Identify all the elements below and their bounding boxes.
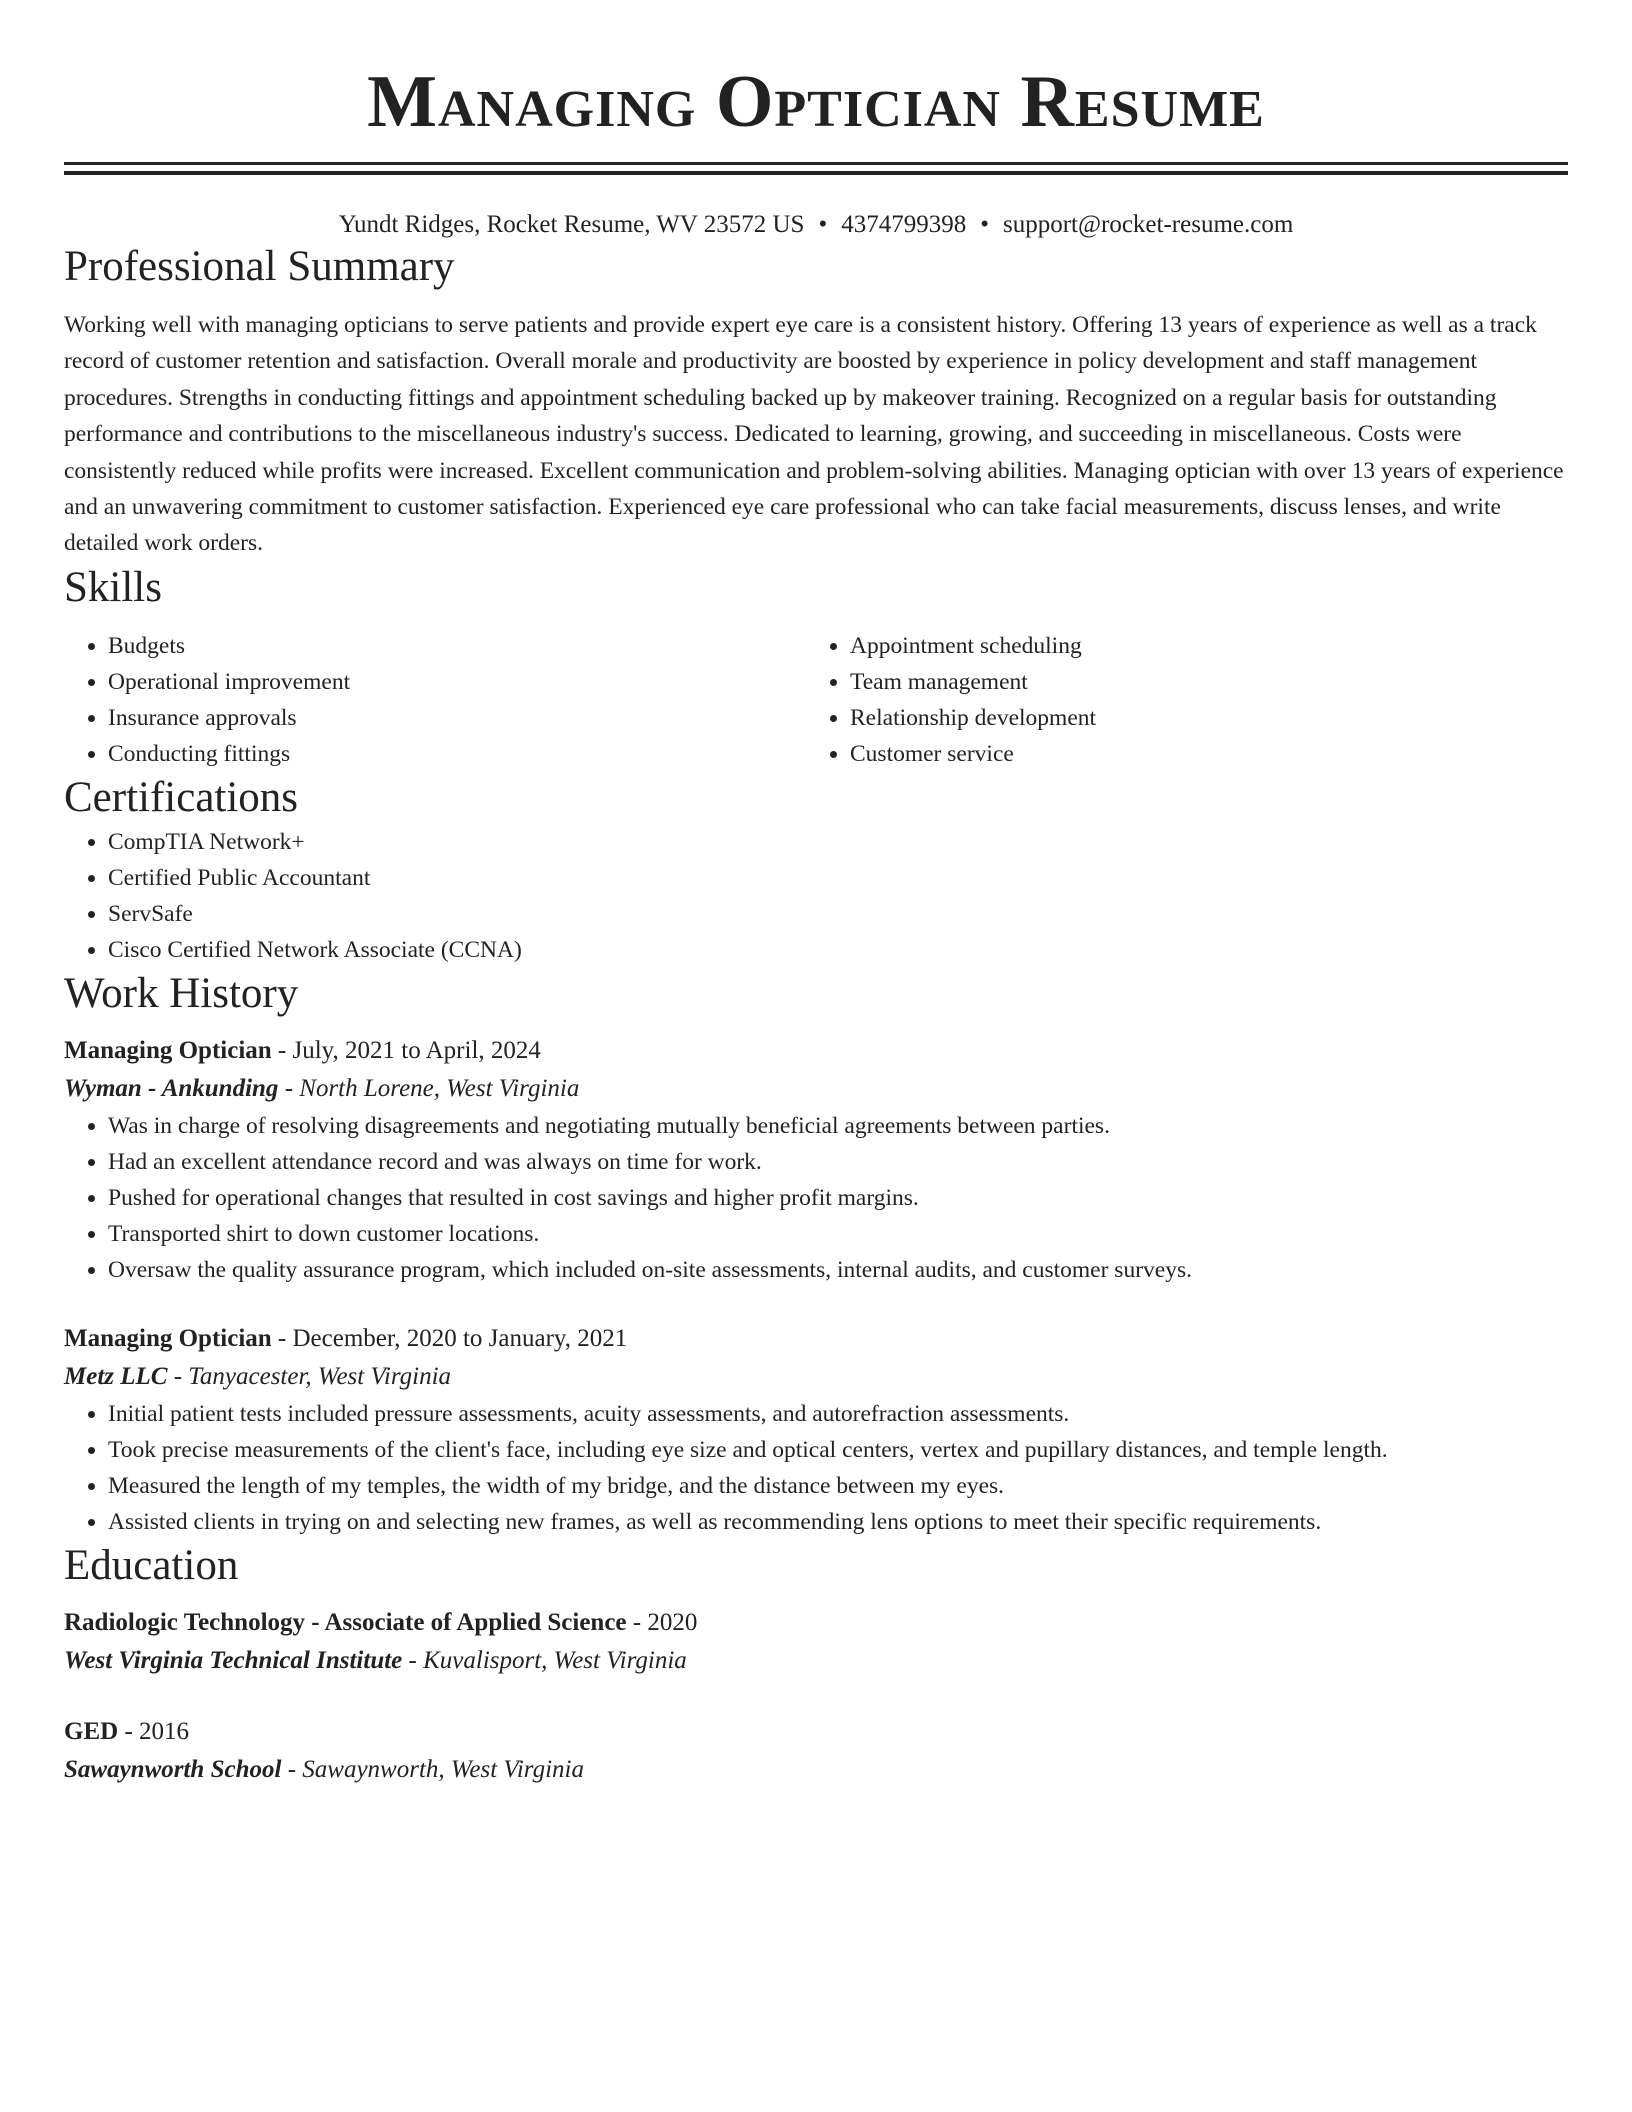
education-year: - 2016 (118, 1717, 190, 1745)
job-bullet: • Was in charge of resolving disagreements and negotiating mutually beneficial agreements between parties. (108, 1108, 1568, 1144)
job-company: Wyman - Ankunding (64, 1074, 279, 1102)
certifications-list (64, 824, 1568, 968)
education-school: West Virginia Technical Institute (64, 1646, 403, 1674)
summary-text: Working well with managing opticians to serve patients and provide expert eye care is a consistent history. Offering 13 years of experience as well as a track record of customer retention and satisfaction. Overall morale and productivity are boosted by experience in policy development and staff management procedures. Strengths in conducting fittings and appointment scheduling backed up by makeover training. Recognized on a regular basis for outstanding performance and contributions to the miscellaneous industry's success. Dedicated to learning, growing, and succeeding in miscellaneous. Costs were consistently reduced while profits were increased. Excellent communication and problem-solving abilities. Managing optician with over 13 years of experience and an unwavering commitment to customer satisfaction. Experienced eye care professional who can take facial measurements, discuss lenses, and write detailed work orders. (64, 312, 1564, 557)
job-title-line (64, 1320, 1568, 1358)
contact-separator: • (818, 211, 828, 238)
skill-item: • Customer service (850, 736, 1548, 772)
job-bullet: • Pushed for operational changes that resulted in cost savings and higher profit margins. (108, 1180, 1568, 1216)
job-bullets (64, 1108, 1568, 1288)
job-title-line (64, 1032, 1568, 1070)
education-school-line (64, 1751, 1568, 1789)
education-heading: Education (64, 1541, 239, 1589)
certification-item: • CompTIA Network+ (108, 824, 1568, 860)
skill-item: • Relationship development (850, 700, 1548, 736)
education-location: - Sawaynworth, West Virginia (281, 1755, 584, 1783)
header-divider-bottom (64, 171, 1568, 175)
certification-item: • ServSafe (108, 896, 1568, 932)
skill-item: • Operational improvement (108, 664, 806, 700)
job-bullets (64, 1396, 1568, 1540)
job-bullet: • Oversaw the quality assurance program, which included on-site assessments, internal audits, and customer surveys. (108, 1252, 1568, 1288)
job-dates: - December, 2020 to January, 2021 (271, 1324, 628, 1352)
education-degree-line (64, 1604, 1568, 1642)
skill-item: • Team management (850, 664, 1548, 700)
education-year: - 2020 (626, 1608, 698, 1636)
job-dates: - July, 2021 to April, 2024 (271, 1036, 541, 1064)
job-title: Managing Optician (64, 1036, 272, 1064)
job-company: Metz LLC (64, 1362, 168, 1390)
job-bullet: • Transported shirt to down customer locations. (108, 1216, 1568, 1252)
skill-item: • Budgets (108, 628, 806, 664)
skills-list-right (806, 628, 1548, 772)
job-company-line (64, 1070, 1568, 1108)
job-entry (64, 1320, 1568, 1540)
skills-heading: Skills (64, 563, 162, 611)
skill-item: • Insurance approvals (108, 700, 806, 736)
job-bullet: • Initial patient tests included pressure assessments, acuity assessments, and autorefraction assessments. (108, 1396, 1568, 1432)
education-entry (64, 1604, 1568, 1680)
job-bullet: • Had an excellent attendance record and was always on time for work. (108, 1144, 1568, 1180)
work-history-heading: Work History (64, 969, 299, 1017)
education-entry (64, 1713, 1568, 1789)
contact-address: Yundt Ridges, Rocket Resume, WV 23572 US (338, 211, 805, 238)
job-title: Managing Optician (64, 1324, 272, 1352)
contact-separator: • (980, 211, 989, 238)
education-degree: GED (64, 1717, 119, 1745)
job-bullet: • Measured the length of my temples, the width of my bridge, and the distance between my eyes. (108, 1468, 1568, 1504)
education-location: - Kuvalisport, West Virginia (402, 1646, 687, 1674)
job-location: - North Lorene, West Virginia (278, 1074, 580, 1102)
contact-phone: 4374799398 (841, 211, 967, 238)
summary-heading: Professional Summary (64, 243, 455, 290)
skill-item: • Conducting fittings (108, 736, 806, 772)
education-school-line (64, 1642, 1568, 1680)
skills-list-left (64, 628, 806, 772)
contact-line (64, 209, 1568, 241)
education-school: Sawaynworth School (64, 1755, 282, 1783)
certification-item: • Cisco Certified Network Associate (CCNA) (108, 932, 1568, 968)
header-divider-top (64, 162, 1568, 165)
resume-title: Managing Optician Resume (367, 61, 1265, 143)
job-company-line (64, 1358, 1568, 1396)
certification-item: • Certified Public Accountant (108, 860, 1568, 896)
skills-columns (64, 628, 1568, 772)
certifications-heading: Certifications (64, 773, 299, 821)
job-bullet: • Took precise measurements of the client's face, including eye size and optical centers, vertex and pupillary distances, and temple length. (108, 1432, 1568, 1468)
contact-email: support@rocket-resume.com (1002, 211, 1294, 238)
job-bullet: • Assisted clients in trying on and selecting new frames, as well as recommending lens options to meet their specific requirements. (108, 1504, 1568, 1540)
job-location: - Tanyacester, West Virginia (167, 1362, 452, 1390)
skill-item: • Appointment scheduling (850, 628, 1548, 664)
job-entry (64, 1032, 1568, 1288)
education-degree: Radiologic Technology - Associate of Applied Science (64, 1608, 627, 1636)
education-degree-line (64, 1713, 1568, 1751)
